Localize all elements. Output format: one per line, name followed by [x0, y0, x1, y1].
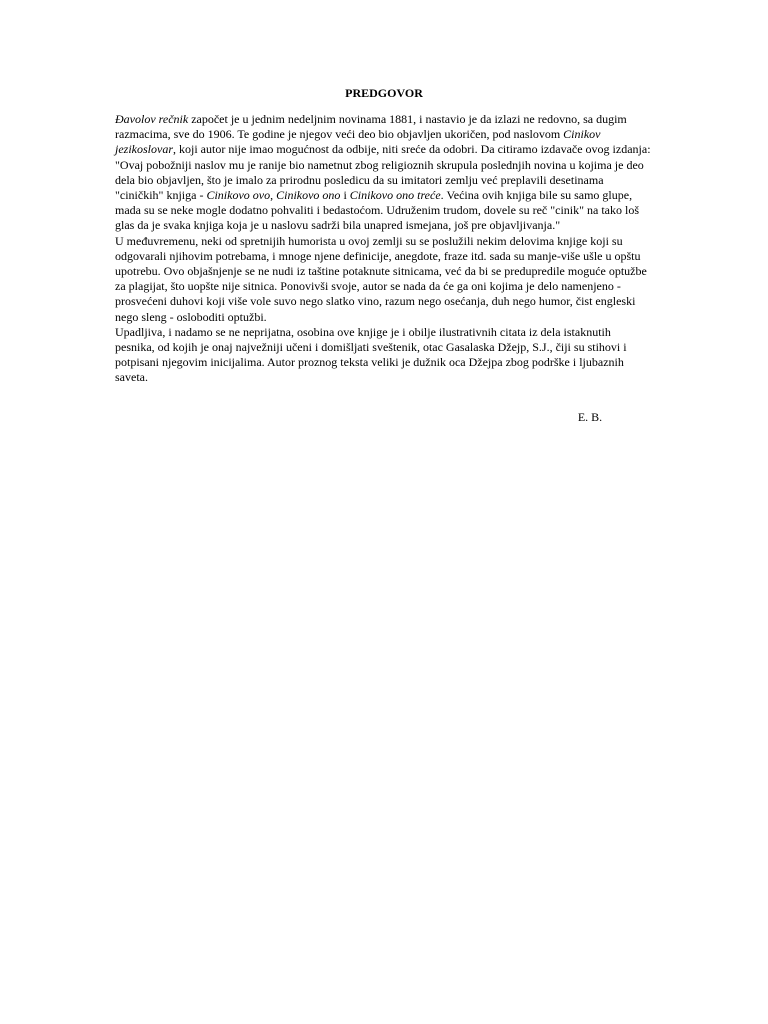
text-span: "Ovaj pobožniji naslov mu je ranije bio nametnut zbog religioznih skrupula poslednjih novina u kojima je deo dela bio objavljen, što je imalo za prirodnu posledicu da su imitatori zemlju već preplavili desetinama "ciničkih" knjiga -: [115, 157, 644, 203]
italic-title: Cinikovo ovo: [206, 188, 271, 203]
text-span: , koji autor nije imao mogućnost da odbije, niti sreće da odobri. Da citiramo izdavače ovog izdanja:: [173, 142, 651, 157]
paragraph-quote: [115, 158, 652, 234]
alt-title-italic: Cinikov jezikoslovar: [115, 127, 601, 157]
text-span: i: [340, 188, 350, 203]
text-span: . Većina ovih knjiga bile su samo glupe, mada su se neke mogle dodatno pohvaliti i bedastoćom. Udruženim trudom, dovele su reč "cinik" na tako loš glas da je svaka knjiga koja je u naslovu sadrži bila unapred ismejana, još pre objavljivanja.": [115, 188, 640, 233]
paragraph-citations: Upadljiva, i nadamo se ne neprijatna, osobina ove knjige je i obilje ilustrativnih citata iz dela istaknutih pesnika, od kojih je onaj najvežniji učeni i domišljati sveštenik, otac Gasalaska Džejp, S.J., čiji su stihovi i potpisani njegovim inicijalima. Autor proznog teksta veliki je dužnik oca Džejpa zbog podrške i ljubaznih saveta.: [115, 324, 627, 385]
document-body: [115, 112, 652, 386]
paragraph-meanwhile: U međuvremenu, neki od spretnijih humorista u ovoj zemlji su se poslužili nekim delovima knjige koji su odgovarali njihovim potrebama, i mnoge njene definicije, anegdote, fraze itd. sada su manje-više ušle u opštu upotrebu. Ovo objašnjenje se ne nudi iz taštine potaknute sitnicama, već da bi se predupredile moguće optužbe za plagijat, što uopšte nije sitnica. Ponovivši svoje, autor se nada da će ga oni kojima je delo namenjeno - prosvećeni duhovi koji više vole suvo nego slatko vino, razum nego osećanja, duh nego humor, čist engleski nego sleng - osloboditi optužbi.: [115, 233, 647, 324]
author-signature: E. B.: [577, 410, 603, 424]
italic-title: Cinikovo ono treće: [349, 188, 441, 203]
text-span: započet je u jednim nedeljnim novinama 1881, i nastavio je da izlazi ne redovno, sa dugim razmacima, sve do 1906. Te godine je njegov veći deo bio objavljen ukoričen, pod naslovom: [115, 112, 627, 142]
page-title: PREDGOVOR: [345, 86, 423, 100]
book-title-italic: Đavolov rečnik: [115, 112, 189, 126]
paragraph-intro: [115, 112, 652, 158]
italic-title: Cinikovo ono: [276, 188, 341, 203]
text-span: ,: [270, 188, 277, 203]
